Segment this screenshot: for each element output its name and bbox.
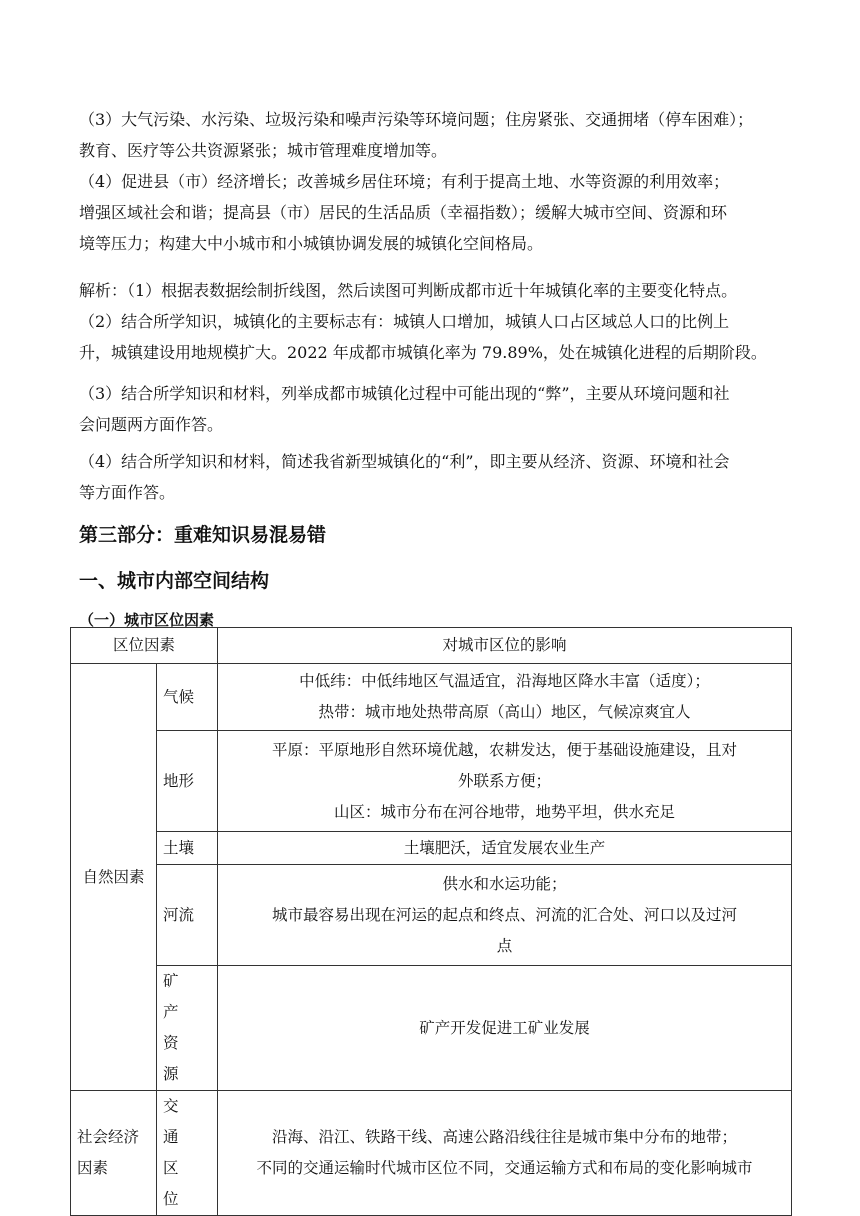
- text-line: （3）大气污染、水污染、垃圾污染和噪声污染等环境问题；住房紧张、交通拥堵（停车困难）；: [79, 110, 754, 129]
- text-line: （3）结合所学知识和材料，列举成都市城镇化过程中可能出现的“弊”，主要从环境问题和社: [79, 384, 730, 403]
- text-line: 区位: [163, 1159, 191, 1208]
- terrain-influence-cell: [218, 731, 792, 832]
- text-line: 等方面作答。: [79, 483, 176, 502]
- text-line: 解析：（1）根据表数据绘制折线图，然后读图可判断成都市近十年城镇化率的主要变化特点。: [79, 281, 738, 300]
- text-line: 因素: [77, 1159, 109, 1177]
- table-row: [71, 966, 792, 1091]
- text-line: 外联系方便；: [458, 771, 552, 790]
- text-line: 点: [496, 936, 513, 955]
- transport-influence-cell: [218, 1091, 792, 1216]
- natural-factors-cell: 自然因素: [71, 664, 157, 1091]
- answer-4-paragraph: [79, 166, 785, 259]
- text-line: 会问题两方面作答。: [79, 415, 224, 434]
- river-influence-cell: [218, 865, 792, 966]
- text-line: 平原：平原地形自然环境优越，农耕发达，便于基础设施建设，且对: [272, 740, 738, 759]
- answer-3-paragraph: [79, 104, 785, 166]
- analysis-1-paragraph: [79, 275, 785, 306]
- table-header-row: [71, 628, 792, 664]
- header-influence-cell: 对城市区位的影响: [218, 628, 792, 664]
- analysis-3-paragraph: [79, 378, 785, 440]
- table-row: [71, 731, 792, 832]
- climate-influence-cell: [218, 664, 792, 731]
- table-row: [71, 664, 792, 731]
- mineral-influence-cell: 矿产开发促进工矿业发展: [218, 966, 792, 1091]
- transport-location-cell: [157, 1091, 218, 1216]
- text-line: 资源: [163, 1034, 191, 1083]
- terrain-cell: 地形: [157, 731, 218, 832]
- soil-influence-cell: 土壤肥沃，适宜发展农业生产: [218, 832, 792, 865]
- table-row: [71, 1091, 792, 1216]
- location-factors-table: [70, 627, 792, 1216]
- table-row: [71, 865, 792, 966]
- subsection1-heading: （一）城市区位因素: [79, 611, 215, 629]
- text-line: 中低纬：中低纬地区气温适宜，沿海地区降水丰富（适度）；: [299, 672, 710, 690]
- table-row: [71, 832, 792, 865]
- text-line: 教育、医疗等公共资源紧张；城市管理难度增加等。: [79, 141, 448, 160]
- text-line: 升，城镇建设用地规模扩大。2022 年成都市城镇化率为 79.89%，处在城镇化进程的后期阶段。: [79, 343, 767, 362]
- text-line: 矿产: [163, 972, 191, 1021]
- text-line: 境等压力；构建大中小城市和小城镇协调发展的城镇化空间格局。: [79, 234, 544, 253]
- part3-heading: 第三部分：重难知识易混易错: [79, 524, 327, 546]
- text-line: 沿海、沿江、铁路干线、高速公路沿线往往是城市集中分布的地带；: [272, 1128, 738, 1146]
- soil-cell: 土壤: [157, 832, 218, 865]
- text-line: 交通: [163, 1097, 191, 1146]
- text-line: 增强区域社会和谐；提高县（市）居民的生活品质（幸福指数）；缓解大城市空间、资源和环: [79, 203, 728, 222]
- text-line: 不同的交通运输时代城市区位不同，交通运输方式和布局的变化影响城市: [256, 1159, 753, 1177]
- text-line: 山区：城市分布在河谷地带，地势平坦，供水充足: [334, 802, 676, 821]
- river-cell: 河流: [157, 865, 218, 966]
- header-factor-cell: 区位因素: [71, 628, 218, 664]
- text-line: （4）促进县（市）经济增长；改善城乡居住环境；有利于提高土地、水等资源的利用效率；: [79, 172, 730, 191]
- socio-economic-factors-cell: [71, 1091, 157, 1216]
- section1-heading: 一、城市内部空间结构: [79, 570, 270, 592]
- text-line: （2）结合所学知识，城镇化的主要标志有：城镇人口增加，城镇人口占区域总人口的比例上: [79, 312, 730, 331]
- climate-cell: 气候: [157, 664, 218, 731]
- text-line: 城市最容易出现在河运的起点和终点、河流的汇合处、河口以及过河: [272, 905, 738, 924]
- text-line: （4）结合所学知识和材料，简述我省新型城镇化的“利”，即主要从经济、资源、环境和社会: [79, 452, 730, 471]
- mineral-resources-cell: [157, 966, 218, 1091]
- text-line: 供水和水运功能；: [442, 874, 567, 893]
- analysis-2-paragraph: [79, 306, 785, 368]
- text-line: 热带：城市地处热带高原（高山）地区，气候凉爽宜人: [318, 703, 691, 721]
- text-line: 社会经济: [77, 1128, 140, 1146]
- analysis-4-paragraph: [79, 446, 785, 508]
